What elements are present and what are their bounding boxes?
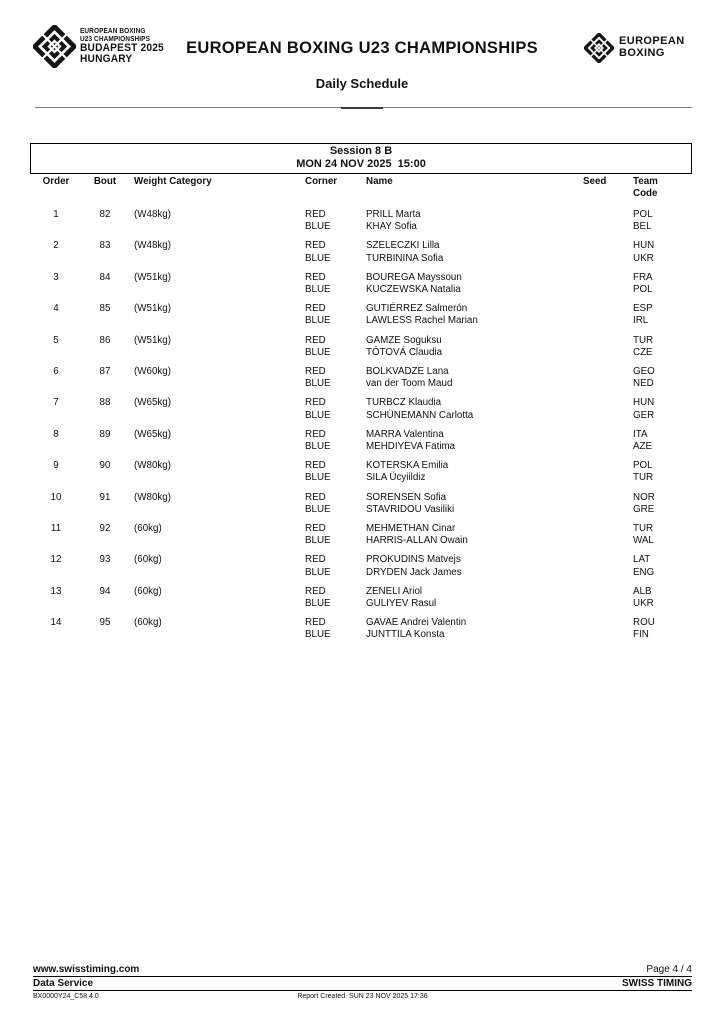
weight-category: (60kg): [134, 554, 162, 566]
spacer: [128, 253, 301, 265]
seed-red: [578, 460, 628, 472]
footer-data-service: Data Service: [33, 978, 94, 989]
bout-row: [30, 240, 692, 264]
boxer-name-red: SORENSEN Sofia: [366, 491, 447, 503]
corner-red: RED: [305, 491, 326, 503]
spacer: [30, 441, 82, 453]
seed-blue: [578, 535, 628, 547]
team-code-red: TUR: [633, 523, 654, 535]
bout-number: 95: [99, 617, 111, 629]
boxer-name-red: GAVAE Andrei Valentin: [366, 617, 467, 629]
team-code-red: NOR: [633, 491, 655, 503]
seed-red: [578, 523, 628, 535]
spacer: [82, 347, 128, 359]
spacer: [30, 284, 82, 296]
bout-order: 6: [53, 366, 59, 378]
corner-red: RED: [305, 585, 326, 597]
bout-order: 7: [53, 397, 59, 409]
bout-number: 82: [99, 209, 111, 220]
team-code-blue: FIN: [633, 629, 649, 641]
bout-row: [30, 335, 692, 359]
column-header-weight-category: Weight Category: [134, 176, 212, 187]
boxer-name-red: SZELECZKI Lilla: [366, 240, 440, 252]
boxer-name-red: PROKUDINS Matvejs: [366, 554, 461, 566]
spacer: [128, 315, 301, 327]
header-divider: [35, 107, 692, 108]
spacer: [128, 629, 301, 641]
corner-blue: BLUE: [305, 378, 331, 390]
team-code-blue: AZE: [633, 441, 653, 453]
bout-row: [30, 523, 692, 547]
corner-blue: BLUE: [305, 221, 331, 233]
team-code-red: TUR: [633, 334, 654, 346]
bout-order: 4: [53, 303, 59, 315]
corner-blue: BLUE: [305, 535, 331, 547]
spacer: [128, 567, 301, 579]
corner-blue: BLUE: [305, 409, 331, 421]
bout-order: 11: [50, 523, 62, 535]
corner-blue: BLUE: [305, 503, 331, 515]
session-table: [30, 143, 692, 649]
weight-category: (W65kg): [134, 397, 172, 409]
boxer-name-red: GAMZE Soguksu: [366, 334, 442, 346]
team-code-red: LAT: [633, 554, 651, 566]
boxer-name-red: PRILL Marta: [366, 209, 421, 220]
diamond-logo-icon: [584, 33, 614, 63]
team-code-blue: UKR: [633, 252, 654, 264]
team-code-blue: POL: [633, 284, 653, 296]
bout-order: 10: [50, 491, 62, 503]
bout-row: [30, 272, 692, 296]
column-header-bout: Bout: [93, 176, 117, 187]
spacer: [82, 410, 128, 422]
spacer: [128, 472, 301, 484]
seed-red: [578, 429, 628, 441]
footer-row-service: [33, 977, 692, 991]
spacer: [30, 472, 82, 484]
european-boxing-logo: [584, 33, 685, 63]
seed-blue: [578, 221, 628, 233]
spacer: [82, 378, 128, 390]
weight-category: (60kg): [134, 523, 162, 535]
column-header-name: Name: [366, 176, 393, 187]
seed-blue: [578, 253, 628, 265]
seed-blue: [578, 315, 628, 327]
bout-order: 12: [50, 554, 62, 566]
boxer-name-red: GUTIÉRREZ Salmerón: [366, 303, 468, 315]
bout-number: 90: [99, 460, 111, 472]
session-header: [30, 143, 692, 174]
seed-red: [578, 617, 628, 629]
boxer-name-blue: DRYDEN Jack James: [366, 566, 462, 578]
corner-red: RED: [305, 523, 326, 535]
seed-blue: [578, 410, 628, 422]
bout-row: [30, 586, 692, 610]
team-code-red: HUN: [633, 240, 655, 252]
corner-red: RED: [305, 366, 326, 378]
spacer: [82, 598, 128, 610]
corner-blue: BLUE: [305, 472, 331, 484]
logo-left-line2: U23 CHAMPIONSHIPS: [80, 35, 150, 43]
spacer: [128, 284, 301, 296]
team-code-red: POL: [633, 209, 653, 220]
boxer-name-blue: LAWLESS Rachel Marian: [366, 315, 478, 327]
spacer: [82, 629, 128, 641]
spacer: [30, 598, 82, 610]
boxer-name-blue: HARRIS-ALLAN Owain: [366, 535, 468, 547]
team-code-blue: GRE: [633, 503, 655, 515]
bout-number: 86: [99, 334, 111, 346]
seed-blue: [578, 629, 628, 641]
bout-number: 92: [99, 523, 111, 535]
team-code-blue: GER: [633, 409, 655, 421]
logo-right-line2: BOXING: [619, 47, 665, 59]
seed-blue: [578, 441, 628, 453]
boxer-name-red: BOUREGA Mayssoun: [366, 271, 462, 283]
seed-red: [578, 397, 628, 409]
bout-rows: [30, 209, 692, 642]
boxer-name-red: BOLKVADZE Lana: [366, 366, 449, 378]
bout-row: [30, 460, 692, 484]
corner-blue: BLUE: [305, 598, 331, 610]
seed-blue: [578, 347, 628, 359]
corner-red: RED: [305, 428, 326, 440]
corner-blue: BLUE: [305, 629, 331, 641]
corner-blue: BLUE: [305, 566, 331, 578]
boxer-name-blue: MEHDIYEVA Fatima: [366, 441, 456, 453]
weight-category: (W48kg): [134, 209, 172, 220]
boxer-name-red: MEHMETHAN Cinar: [366, 523, 456, 535]
weight-category: (60kg): [134, 585, 162, 597]
seed-red: [578, 586, 628, 598]
seed-red: [578, 303, 628, 315]
corner-blue: BLUE: [305, 441, 331, 453]
corner-red: RED: [305, 460, 326, 472]
seed-red: [578, 335, 628, 347]
footer-row-meta: [33, 991, 692, 1001]
team-code-blue: BEL: [633, 221, 652, 233]
boxer-name-blue: KHAY Sofia: [366, 221, 417, 233]
spacer: [128, 410, 301, 422]
boxer-name-blue: KUCZEWSKA Natalia: [366, 284, 461, 296]
logo-left-line3: BUDAPEST 2025: [80, 42, 164, 55]
spacer: [30, 629, 82, 641]
page-number: Page 4 / 4: [646, 964, 692, 975]
column-header-seed: Seed: [583, 176, 607, 187]
team-code-red: ITA: [633, 428, 648, 440]
bout-order: 3: [53, 271, 59, 283]
session-datetime: MON 24 NOV 2025 15:00: [296, 158, 426, 170]
spacer: [82, 284, 128, 296]
seed-blue: [578, 284, 628, 296]
bout-number: 85: [99, 303, 111, 315]
spacer: [82, 504, 128, 516]
spacer: [30, 347, 82, 359]
spacer: [128, 535, 301, 547]
corner-red: RED: [305, 271, 326, 283]
corner-red: RED: [305, 617, 326, 629]
weight-category: (W80kg): [134, 460, 172, 472]
bout-order: 8: [53, 428, 59, 440]
bout-row: [30, 492, 692, 516]
corner-red: RED: [305, 554, 326, 566]
corner-red: RED: [305, 397, 326, 409]
column-header-code: Code: [633, 187, 658, 199]
spacer: [30, 378, 82, 390]
spacer: [82, 441, 128, 453]
team-code-red: FRA: [633, 271, 653, 283]
weight-category: (W65kg): [134, 428, 172, 440]
boxer-name-blue: SCHÜNEMANN Carlotta: [366, 409, 474, 421]
seed-red: [578, 492, 628, 504]
footer-doc-code: BX0000Y24_C58 4.0: [33, 993, 99, 1000]
column-header-team: Team: [633, 176, 658, 187]
logo-right-line1: EUROPEAN: [619, 35, 685, 48]
bout-order: 5: [53, 334, 59, 346]
bout-row: [30, 617, 692, 641]
bout-number: 94: [99, 585, 111, 597]
seed-red: [578, 209, 628, 221]
footer-brand: SWISS TIMING: [622, 978, 692, 989]
boxer-name-blue: JUNTTILA Konsta: [366, 629, 445, 641]
spacer: [30, 221, 82, 233]
page-subtitle: Daily Schedule: [315, 76, 409, 91]
bout-number: 83: [99, 240, 111, 252]
weight-category: (W60kg): [134, 366, 172, 378]
spacer: [30, 410, 82, 422]
bout-order: 2: [53, 240, 59, 252]
seed-red: [578, 272, 628, 284]
seed-blue: [578, 598, 628, 610]
corner-red: RED: [305, 240, 326, 252]
page-title: EUROPEAN BOXING U23 CHAMPIONSHIPS: [186, 39, 538, 57]
seed-blue: [578, 567, 628, 579]
weight-category: (W51kg): [134, 334, 172, 346]
boxer-name-red: TURBCZ Klaudia: [366, 397, 442, 409]
spacer: [128, 598, 301, 610]
bout-number: 87: [99, 366, 111, 378]
column-header-corner: Corner: [305, 176, 338, 187]
boxer-name-red: KOTERSKA Emilia: [366, 460, 449, 472]
bout-number: 93: [99, 554, 111, 566]
team-code-blue: TUR: [633, 472, 654, 484]
corner-blue: BLUE: [305, 284, 331, 296]
spacer: [30, 535, 82, 547]
boxer-name-blue: van der Toom Maud: [366, 378, 453, 390]
spacer: [30, 253, 82, 265]
spacer: [30, 504, 82, 516]
spacer: [82, 567, 128, 579]
seed-blue: [578, 378, 628, 390]
team-code-red: ESP: [633, 303, 653, 315]
bout-order: 13: [50, 585, 62, 597]
boxer-name-red: ZENELI Ariol: [366, 585, 423, 597]
team-code-blue: CZE: [633, 346, 653, 358]
column-header-team-code: [628, 176, 692, 199]
corner-blue: BLUE: [305, 252, 331, 264]
team-code-blue: ENG: [633, 566, 655, 578]
logo-left-line4: HUNGARY: [80, 53, 133, 66]
team-code-blue: WAL: [633, 535, 654, 547]
spacer: [82, 253, 128, 265]
bout-order: 9: [53, 460, 59, 472]
bout-row: [30, 429, 692, 453]
spacer: [128, 221, 301, 233]
team-code-blue: IRL: [633, 315, 649, 327]
spacer: [30, 567, 82, 579]
boxer-name-blue: STAVRIDOU Vasiliki: [366, 503, 455, 515]
corner-red: RED: [305, 334, 326, 346]
bout-row: [30, 303, 692, 327]
bout-number: 89: [99, 428, 111, 440]
boxer-name-blue: TURBININA Sofia: [366, 252, 444, 264]
column-header-order: Order: [42, 176, 70, 187]
header-divider-notch: [341, 107, 383, 109]
spacer: [82, 315, 128, 327]
bout-order: 14: [50, 617, 62, 629]
weight-category: (W48kg): [134, 240, 172, 252]
session-title: Session 8 B: [329, 145, 393, 157]
bout-row: [30, 554, 692, 578]
team-code-red: HUN: [633, 397, 655, 409]
footer-row-website: [33, 964, 692, 977]
bout-number: 91: [99, 491, 111, 503]
weight-category: (W51kg): [134, 271, 172, 283]
boxer-name-blue: GULIYEV Rasul: [366, 598, 437, 610]
spacer: [82, 535, 128, 547]
footer-report-created: Report Created SUN 23 NOV 2025 17:36: [297, 993, 428, 1000]
weight-category: (W80kg): [134, 491, 172, 503]
boxer-name-blue: TÓTOVÁ Claudia: [366, 346, 443, 358]
corner-red: RED: [305, 209, 326, 220]
logo-left-line1: EUROPEAN BOXING: [80, 28, 146, 35]
spacer: [128, 378, 301, 390]
weight-category: (60kg): [134, 617, 162, 629]
team-code-blue: UKR: [633, 598, 654, 610]
seed-red: [578, 366, 628, 378]
bout-row: [30, 397, 692, 421]
seed-blue: [578, 472, 628, 484]
spacer: [128, 441, 301, 453]
seed-red: [578, 240, 628, 252]
team-code-red: ALB: [633, 585, 652, 597]
team-code-red: POL: [633, 460, 653, 472]
team-code-red: GEO: [633, 366, 655, 378]
column-headers: [30, 176, 692, 199]
bout-order: 1: [53, 209, 59, 220]
seed-blue: [578, 504, 628, 516]
bout-number: 84: [99, 271, 111, 283]
spacer: [128, 504, 301, 516]
bout-row: [30, 209, 692, 233]
seed-red: [578, 554, 628, 566]
team-code-red: ROU: [633, 617, 655, 629]
spacer: [82, 472, 128, 484]
corner-blue: BLUE: [305, 346, 331, 358]
corner-red: RED: [305, 303, 326, 315]
spacer: [30, 315, 82, 327]
bout-row: [30, 366, 692, 390]
boxer-name-blue: SILA Ücyiildiz: [366, 472, 426, 484]
page-footer: [33, 964, 692, 1001]
bout-number: 88: [99, 397, 111, 409]
team-code-blue: NED: [633, 378, 654, 390]
weight-category: (W51kg): [134, 303, 172, 315]
spacer: [82, 221, 128, 233]
corner-blue: BLUE: [305, 315, 331, 327]
boxer-name-red: MARRA Valentina: [366, 428, 444, 440]
spacer: [128, 347, 301, 359]
footer-website: www.swisstiming.com: [33, 964, 140, 975]
